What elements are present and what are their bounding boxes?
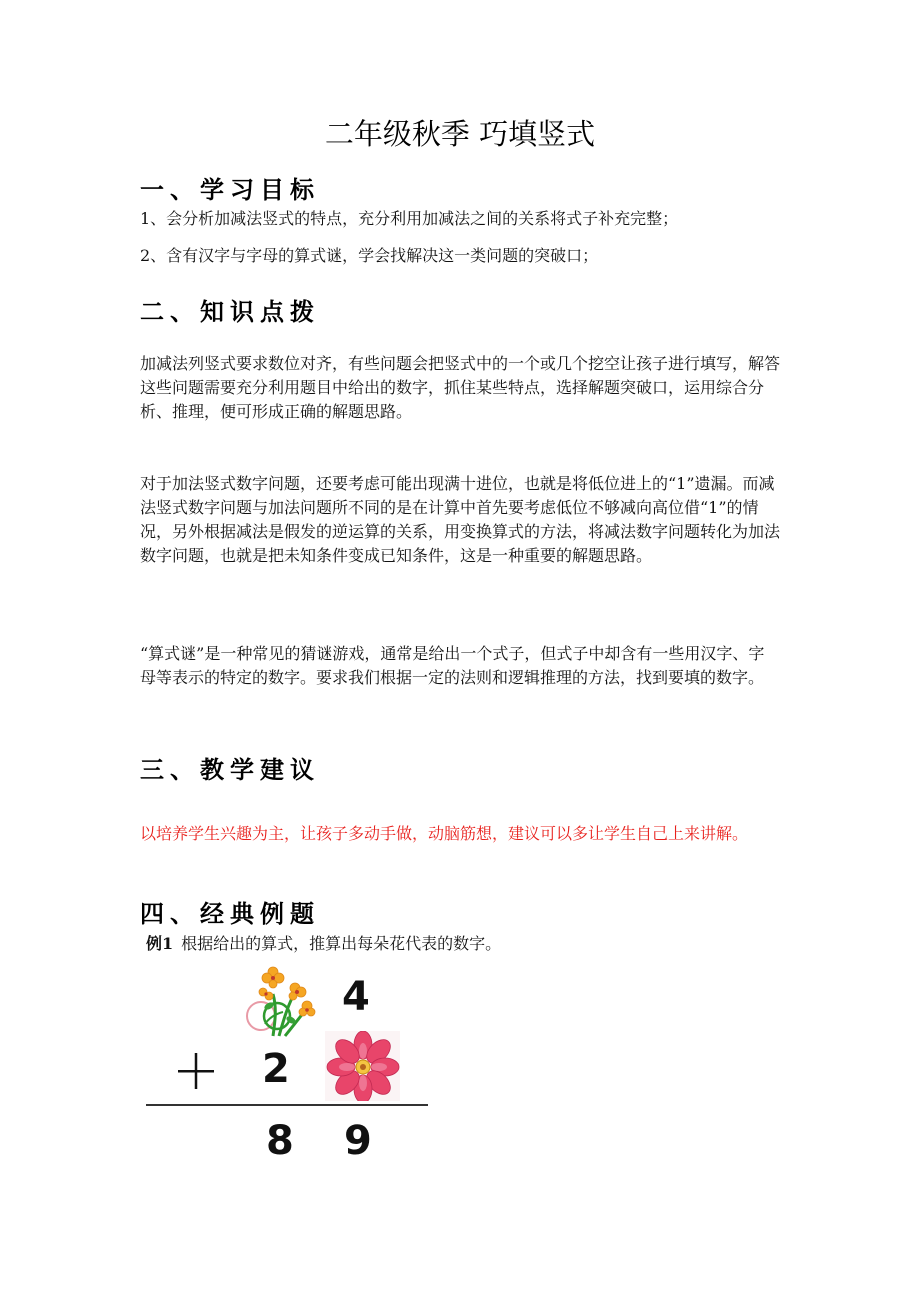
result-ones-digit: 9 [344, 1118, 372, 1164]
example-line [146, 931, 501, 954]
teaching-advice-text: 以培养学生兴趣为主，让孩子多动手做，动脑筋想，建议可以多让学生自己上来讲解。 [140, 824, 749, 843]
pink-cosmos-flower-icon [325, 1031, 400, 1101]
example-text: 根据给出的算式，推算出每朵花代表的数字。 [181, 934, 502, 953]
top-digit: 4 [342, 974, 370, 1020]
example-label: 例1 [146, 934, 174, 953]
knowledge-paragraph-1: 加减法列竖式要求数位对齐，有些问题会把竖式中的一个或几个挖空让孩子进行填写，解答这些问题需要充分利用题目中给出的数字，抓住某些特点，选择解题突破口，运用综合分析、推理，便可形成正确的解题思路。 [140, 354, 781, 421]
knowledge-paragraph-2: 对于加法竖式数字问题，还要考虑可能出现满十进位，也就是将低位进上的“1”遗漏。而减法竖式数字问题与加法问题所不同的是在计算中首先要考虑低位不够减向高位借“1”的情况，另外根据减法是假发的逆运算的关系，用变换算式的方法，将减法数字问题转化为加法数字问题，也就是把未知条件变成已知条件，这是一种重要的解题思路。 [140, 474, 781, 565]
result-tens-digit: 8 [266, 1118, 294, 1164]
section-heading-classic-examples: 四、经典例题 [140, 900, 320, 928]
middle-digit: 2 [262, 1046, 290, 1092]
page-title: 二年级秋季 巧填竖式 [324, 117, 596, 151]
sum-line [146, 1104, 428, 1106]
plus-operator [178, 1053, 214, 1089]
section-heading-teaching-advice: 三、教学建议 [140, 756, 320, 784]
section-heading-learning-goals: 一、学习目标 [140, 176, 320, 204]
orange-flower-bouquet-icon [243, 962, 318, 1038]
section-heading-knowledge-points: 二、知识点拨 [140, 298, 320, 326]
goal-item-1: 1、会分析加减法竖式的特点，充分利用加减法之间的关系将式子补充完整； [140, 209, 679, 228]
knowledge-paragraph-3: “算式谜”是一种常见的猜谜游戏，通常是给出一个式子，但式子中却含有一些用汉字、字母等表示的特定的数字。要求我们根据一定的法则和逻辑推理的方法，找到要填的数字。 [140, 644, 765, 687]
goal-item-2: 2、含有汉字与字母的算式谜，学会找解决这一类问题的突破口； [140, 246, 599, 265]
